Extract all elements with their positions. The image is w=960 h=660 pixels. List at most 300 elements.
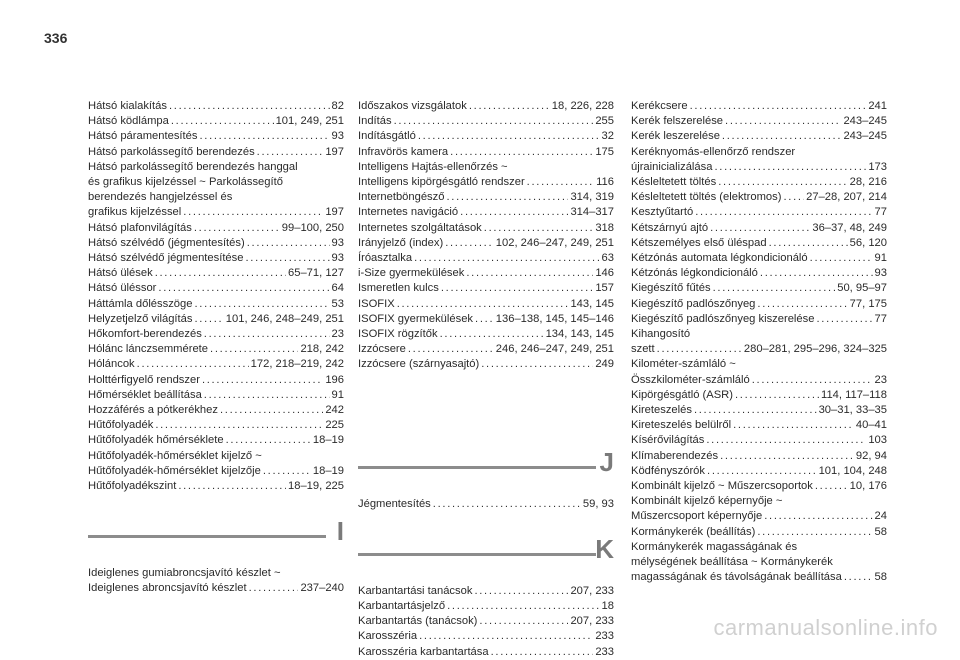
index-entry-name: Intelligens kipörgésgátló rendszer	[358, 176, 525, 189]
index-entry	[358, 266, 614, 281]
index-entry-row	[631, 99, 887, 114]
index-entry	[631, 418, 887, 433]
index-entry-name: ISOFIX	[358, 297, 395, 310]
index-entry-row	[358, 357, 614, 372]
index-entry-row	[358, 312, 614, 327]
index-entry-name: Hóláncok	[88, 358, 135, 371]
index-entry-row	[631, 570, 887, 585]
index-entry-row	[88, 99, 344, 114]
dot-leader	[204, 388, 330, 403]
index-entry-name: Izzócsere	[358, 343, 406, 356]
index-entry	[88, 433, 344, 448]
dot-leader	[137, 357, 249, 372]
index-entry-pages: 32	[601, 130, 614, 143]
dot-leader	[733, 418, 854, 433]
index-entry	[631, 464, 887, 479]
index-entry	[88, 266, 344, 281]
index-entry-pages: 218, 242	[300, 343, 344, 356]
dot-leader	[202, 373, 323, 388]
index-entry-row	[631, 129, 887, 144]
index-entry	[88, 357, 344, 372]
index-entry-name: Háttámla dőlésszöge	[88, 297, 193, 310]
index-entry-row	[631, 479, 887, 494]
index-entry	[358, 205, 614, 220]
index-entry-name: Kipörgésgátló (ASR)	[631, 388, 733, 401]
dot-leader	[397, 297, 569, 312]
index-entry-pages: 207, 233	[570, 584, 614, 597]
dot-leader	[183, 205, 323, 220]
index-entry-row	[631, 418, 887, 433]
index-entry-line: mélységének beállítása ~ Kormánykerék	[631, 556, 833, 569]
index-entry-pages: 27–28, 207, 214	[806, 191, 887, 204]
dot-leader	[844, 570, 873, 585]
index-entry-name: Internetes navigáció	[358, 206, 459, 219]
dot-leader	[769, 236, 848, 251]
index-entry-pages: 93	[331, 236, 344, 249]
index-entry-pages: 207, 233	[570, 615, 614, 628]
index-entry-row	[631, 205, 887, 220]
index-entry-pages: 136–138, 145, 145–146	[495, 312, 614, 325]
index-entry-row	[88, 342, 344, 357]
index-entry-row	[88, 251, 344, 266]
index-entry-name: Karosszéria karbantartása	[358, 645, 489, 658]
section-divider	[88, 535, 326, 538]
index-entry	[631, 312, 887, 327]
index-entry-pages: 116	[596, 176, 614, 189]
index-entry-row	[631, 221, 887, 236]
index-entry-pages: 91	[331, 388, 344, 401]
index-entry-name: Hátsó ködlámpa	[88, 115, 169, 128]
index-entry-pages: 280–281, 295–296, 324–325	[743, 343, 887, 356]
index-entry-name: Kormánykerék (beállítás)	[631, 525, 756, 538]
dot-leader	[484, 221, 594, 236]
index-entry-row	[631, 266, 887, 281]
index-entry-name: Hátsó kialakítás	[88, 100, 167, 112]
dot-leader	[414, 251, 599, 266]
index-entry-row	[88, 388, 344, 403]
index-entry	[631, 99, 887, 114]
index-entry	[358, 221, 614, 236]
index-entry-row	[88, 145, 344, 160]
dot-leader	[725, 114, 841, 129]
dot-leader	[245, 251, 329, 266]
index-entry-row	[358, 236, 614, 251]
section-divider	[358, 466, 596, 469]
index-entry-name: Íróasztalka	[358, 252, 413, 265]
index-entry-row	[88, 418, 344, 433]
index-entry-name: Kiegészítő padlószőnyeg kiszerelése	[631, 312, 815, 325]
index-entry-name: Indítás	[358, 115, 392, 128]
index-entry-row	[631, 297, 887, 312]
dot-leader	[481, 357, 593, 372]
index-entry-line: Kihangosító	[631, 328, 691, 341]
dot-leader	[418, 129, 600, 144]
dot-leader	[263, 464, 311, 479]
index-entry-row	[358, 584, 614, 599]
index-entry-row	[88, 357, 344, 372]
index-entry	[358, 160, 614, 190]
index-entry-row	[631, 190, 887, 205]
index-entry	[358, 99, 614, 114]
index-entry-row	[631, 175, 887, 190]
section-letter: K	[595, 533, 614, 564]
index-entry-name: Kétszemélyes első üléspad	[631, 236, 767, 249]
index-entry-row	[631, 433, 887, 448]
index-entry	[358, 614, 614, 629]
index-entry-row	[631, 464, 887, 479]
index-entry-pages: 101, 104, 248	[818, 464, 887, 477]
index-entry-pages: 243–245	[843, 130, 887, 143]
index-entry-pages: 63	[601, 252, 614, 265]
dot-leader	[752, 373, 873, 388]
index-entry	[631, 479, 887, 494]
index-entry-row	[88, 373, 344, 388]
index-entry	[88, 312, 344, 327]
dot-leader	[491, 645, 594, 660]
index-entry-name: Hátsó üléssor	[88, 282, 157, 295]
index-entry	[88, 342, 344, 357]
dot-leader	[714, 160, 866, 175]
index-entry-pages: 146	[595, 267, 614, 280]
index-entry-pages: 233	[595, 630, 614, 643]
index-entry-row	[358, 327, 614, 342]
index-entry-pages: 93	[874, 267, 887, 280]
index-entry	[88, 99, 344, 114]
index-entry-pages: 197	[325, 206, 344, 219]
index-entry	[358, 190, 614, 205]
index-entry-row	[88, 266, 344, 281]
index-entry	[88, 373, 344, 388]
dot-leader	[394, 114, 594, 129]
dot-leader	[466, 266, 593, 281]
section-divider	[358, 553, 596, 556]
dot-leader	[155, 266, 286, 281]
index-entry-name: Infravörös kamera	[358, 145, 449, 158]
index-entry-pages: 65–71, 127	[288, 267, 344, 280]
index-entry-name: Műszercsoport képernyője	[631, 510, 763, 523]
index-entry-name: Holttérfigyelő rendszer	[88, 373, 200, 386]
index-entry-name: Kireteszelés belülről	[631, 419, 732, 432]
dot-leader	[690, 99, 867, 114]
index-entry-name: Hátsó szélvédő jégmentesítése	[88, 252, 244, 265]
index-entry	[631, 251, 887, 266]
index-entry	[88, 145, 344, 160]
index-entry-row	[358, 266, 614, 281]
index-entry-line: Hűtőfolyadék-hőmérséklet kijelző ~	[88, 449, 262, 462]
index-entry-name: Kombinált kijelző ~ Műszercsoportok	[631, 480, 813, 493]
index-entry	[358, 281, 614, 296]
index-entry-name: Hátsó plafonvilágítás	[88, 221, 192, 234]
index-entry-line: Keréknyomás-ellenőrző rendszer	[631, 145, 796, 158]
dot-leader	[445, 236, 494, 251]
dot-leader	[757, 525, 872, 540]
dot-leader	[764, 509, 872, 524]
index-entry-row	[88, 297, 344, 312]
index-entry-row	[631, 342, 887, 357]
index-entry-name: Hőmérséklet beállítása	[88, 388, 202, 401]
index-entry-pages: 28, 216	[849, 176, 887, 189]
watermark: carmanualsonline.info	[713, 615, 938, 640]
index-entry-pages: 18–19	[312, 434, 344, 447]
index-entry-name: Kireteszelés	[631, 404, 692, 417]
index-entry	[631, 114, 887, 129]
index-entry-pages: 77	[874, 206, 887, 219]
index-entry-line: Kilométer-számláló ~	[631, 358, 736, 371]
index-entry	[358, 236, 614, 251]
index-entry-line: Intelligens Hajtás-ellenőrzés ~	[358, 160, 508, 173]
index-entry-line: Ideiglenes gumiabroncsjavító készlet ~	[88, 567, 281, 580]
index-entry-pages: 53	[331, 297, 344, 310]
index-entry-name: újrainicializálása	[631, 160, 713, 173]
index-entry	[631, 205, 887, 220]
index-entry	[631, 540, 887, 586]
index-entry	[631, 221, 887, 236]
dot-leader	[199, 129, 329, 144]
index-entry-pages: 93	[331, 130, 344, 143]
dot-leader	[707, 464, 817, 479]
index-entry-pages: 101, 246, 248–249, 251	[225, 312, 344, 325]
index-entry-row	[88, 433, 344, 448]
index-entry-row	[631, 312, 887, 327]
index-entry-line: Kombinált kijelző képernyője ~	[631, 495, 783, 508]
index-entry-row	[88, 327, 344, 342]
index-entry-line: Kormánykerék magasságának és	[631, 540, 798, 553]
index-entry	[631, 525, 887, 540]
index-entry	[358, 129, 614, 144]
index-entry-pages: 23	[331, 328, 344, 341]
index-entry-pages: 175	[595, 145, 614, 158]
index-entry-row	[631, 114, 887, 129]
index-entry	[631, 175, 887, 190]
dot-leader	[657, 342, 742, 357]
index-entry-row	[631, 236, 887, 251]
index-entry	[358, 342, 614, 357]
index-entry-row	[631, 403, 887, 418]
dot-leader	[194, 312, 223, 327]
index-entry-row	[88, 221, 344, 236]
index-entry-name: magasságának és távolságának beállítása	[631, 571, 842, 584]
index-entry	[88, 114, 344, 129]
index-entry	[88, 403, 344, 418]
dot-leader	[706, 433, 866, 448]
index-entry-pages: 23	[874, 373, 887, 386]
dot-leader	[710, 221, 810, 236]
index-entry-pages: 102, 246–247, 249, 251	[495, 236, 614, 249]
index-entry-name: Kísérővilágítás	[631, 434, 705, 447]
index-entry-name: Internetböngésző	[358, 191, 445, 204]
index-entry-pages: 24	[874, 510, 887, 523]
index-entry	[358, 297, 614, 312]
index-entry-pages: 50, 95–97	[837, 282, 887, 295]
index-entry-name: Izzócsere (szárnyasajtó)	[358, 358, 480, 371]
dot-leader	[226, 433, 311, 448]
index-entry	[358, 357, 614, 372]
index-entry-row	[88, 205, 344, 220]
index-entry-name: Irányjelző (index)	[358, 236, 444, 249]
index-entry-name: Klímaberendezés	[631, 449, 719, 462]
index-entry-pages: 10, 176	[849, 480, 887, 493]
index-entry-row	[631, 509, 887, 524]
index-entry-name: Kétszárnyú ajtó	[631, 221, 709, 234]
index-entry	[631, 403, 887, 418]
dot-leader	[433, 497, 581, 512]
index-entry	[88, 327, 344, 342]
dot-leader	[194, 221, 280, 236]
index-entry	[88, 297, 344, 312]
index-entry-pages: 18–19	[312, 464, 344, 477]
index-entry-pages: 59, 93	[582, 497, 614, 510]
index-entry-row	[358, 629, 614, 644]
index-entry-pages: 40–41	[855, 419, 887, 432]
index-entry-pages: 134, 143, 145	[545, 328, 614, 341]
index-entry	[88, 449, 344, 479]
dot-leader	[440, 327, 544, 342]
index-entry-name: Kiegészítő padlószőnyeg	[631, 297, 756, 310]
index-entry-pages: 36–37, 48, 249	[812, 221, 887, 234]
dot-leader	[155, 418, 323, 433]
dot-leader	[419, 629, 593, 644]
index-entry-row	[88, 281, 344, 296]
index-entry-name: Hátsó szélvédő (jégmentesítés)	[88, 236, 245, 249]
index-entry-row	[358, 599, 614, 614]
dot-leader	[447, 599, 599, 614]
index-entry-name: Kétzónás légkondicionáló	[631, 267, 758, 280]
index-entry	[88, 418, 344, 433]
section-header	[88, 508, 344, 566]
index-entry-name: Karbantartás (tanácsok)	[358, 615, 478, 628]
index-entry-pages: 196	[325, 373, 344, 386]
index-entry	[631, 297, 887, 312]
dot-leader	[816, 312, 872, 327]
dot-leader	[760, 266, 873, 281]
index-entry-name: Kétzónás automata légkondicionáló	[631, 252, 808, 265]
index-entry-row	[631, 251, 887, 266]
index-entry-name: Karbantartásjelző	[358, 600, 446, 613]
index-entry	[631, 494, 887, 524]
dot-leader	[247, 236, 330, 251]
index-entry-row	[358, 99, 614, 114]
dot-leader	[722, 129, 842, 144]
index-entry-name: Hátsó páramentesítés	[88, 130, 198, 143]
index-entry-row	[358, 129, 614, 144]
index-entry-name: Indításgátló	[358, 130, 416, 143]
index-entry-pages: 172, 218–219, 242	[250, 358, 344, 371]
index-entry-row	[358, 221, 614, 236]
page-number: 336	[44, 30, 68, 46]
index-entry-pages: 249	[595, 358, 614, 371]
index-entry	[88, 221, 344, 236]
index-entry-pages: 58	[874, 525, 887, 538]
index-entry	[631, 281, 887, 296]
index-entry	[631, 433, 887, 448]
index-entry	[358, 327, 614, 342]
index-entry	[358, 497, 614, 512]
index-entry	[358, 584, 614, 599]
dot-leader	[695, 205, 872, 220]
index-entry-row	[358, 297, 614, 312]
index-entry-row	[358, 645, 614, 660]
dot-leader	[220, 403, 323, 418]
index-entry-row	[631, 281, 887, 296]
index-entry-row	[358, 497, 614, 512]
index-entry-row	[631, 388, 887, 403]
index-entry-pages: 114, 117–118	[821, 388, 887, 401]
index-entry	[358, 629, 614, 644]
index-entry	[88, 129, 344, 144]
index-entry-name: szett	[631, 343, 655, 356]
index-entry-name: i-Size gyermekülések	[358, 267, 465, 280]
index-entry-pages: 157	[595, 282, 614, 295]
section-letter: I	[336, 516, 344, 547]
index-entry-name: Karbantartási tanácsok	[358, 584, 473, 597]
index-entry	[631, 357, 887, 387]
index-entry-pages: 99–100, 250	[281, 221, 344, 234]
index-entry-pages: 77, 175	[849, 297, 887, 310]
index-entry-name: Hűtőfolyadék hőmérséklete	[88, 434, 224, 447]
dot-leader	[450, 145, 593, 160]
index-entry	[631, 129, 887, 144]
index-entry-pages: 18, 226, 228	[551, 100, 614, 112]
index-column-2	[358, 99, 614, 660]
index-entry-pages: 197	[325, 145, 344, 158]
index-entry-name: Helyzetjelző világítás	[88, 312, 193, 325]
index-entry	[88, 251, 344, 266]
dot-leader	[178, 479, 286, 494]
index-entry	[358, 114, 614, 129]
dot-leader	[735, 388, 819, 403]
index-entry-row	[88, 581, 344, 596]
index-entry-pages: 103	[868, 434, 887, 447]
index-entry-pages: 92, 94	[855, 449, 887, 462]
dot-leader	[158, 281, 329, 296]
dot-leader	[718, 175, 847, 190]
dot-leader	[441, 281, 594, 296]
dot-leader	[460, 205, 568, 220]
index-entry	[631, 327, 887, 357]
index-entry-pages: 237–240	[300, 582, 344, 595]
index-entry-name: Kerék felszerelése	[631, 115, 724, 128]
index-entry-row	[88, 479, 344, 494]
index-entry	[631, 266, 887, 281]
index-entry-pages: 246, 246–247, 249, 251	[495, 343, 614, 356]
index-entry-name: Kerékcsere	[631, 100, 688, 112]
index-entry-pages: 18–19, 225	[288, 480, 344, 493]
index-entry-name: Ködfényszórók	[631, 464, 706, 477]
index-entry-name: ISOFIX gyermekülések	[358, 312, 474, 325]
dot-leader	[474, 584, 568, 599]
index-entry-pages: 18	[601, 600, 614, 613]
index-entry-row	[631, 525, 887, 540]
dot-leader	[713, 281, 836, 296]
index-entry-line: Hátsó parkolássegítő berendezés hanggal	[88, 160, 298, 173]
index-entry	[88, 479, 344, 494]
index-entry-pages: 314–317	[570, 206, 614, 219]
index-entry-row	[88, 236, 344, 251]
dot-leader	[446, 190, 568, 205]
index-entry-name: Hűtőfolyadék-hőmérséklet kijelzője	[88, 464, 261, 477]
index-entry-row	[88, 129, 344, 144]
dot-leader	[720, 449, 854, 464]
dot-leader	[408, 342, 494, 357]
index-entry-row	[88, 114, 344, 129]
index-entry-pages: 173	[868, 160, 887, 173]
index-entry-row	[631, 373, 887, 388]
index-entry-name: Kerék leszerelése	[631, 130, 720, 143]
dot-leader	[757, 297, 847, 312]
index-entry-pages: 241	[868, 100, 887, 112]
dot-leader	[694, 403, 817, 418]
index-entry-line: berendezés hangjelzéssel és	[88, 191, 233, 204]
